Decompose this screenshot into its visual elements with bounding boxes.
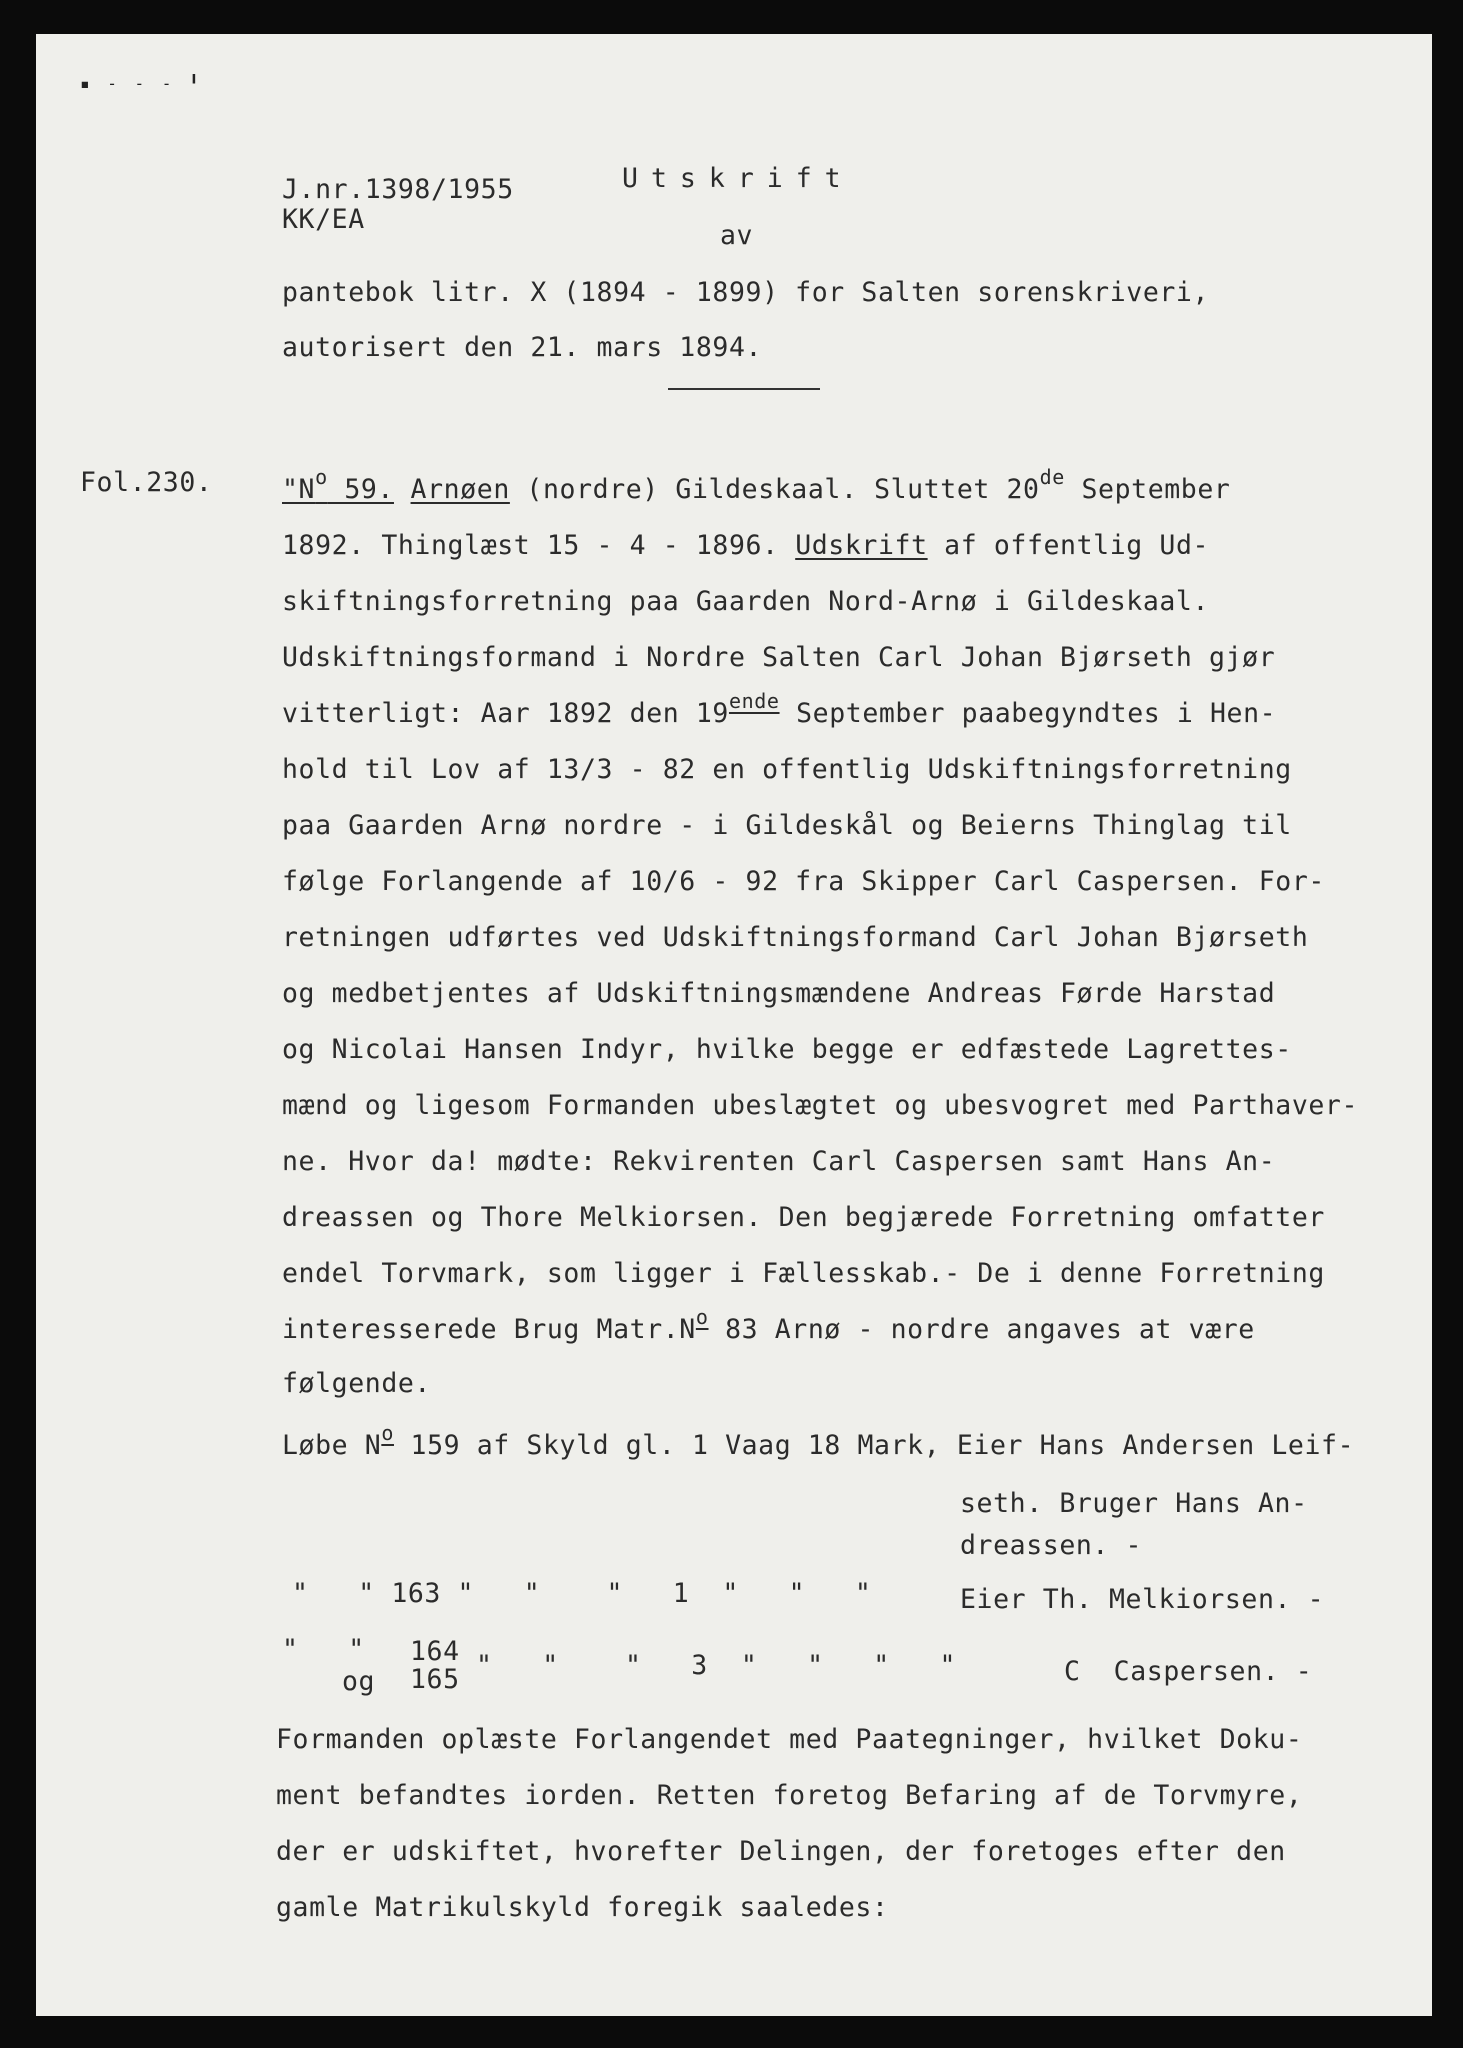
entry-line-12: mænd og ligesom Formanden ubeslægtet og ubesvogret med Parthaver-: [282, 1090, 1359, 1121]
folio-reference: Fol.230.: [80, 467, 213, 498]
entry-line-5: vitterligt: Aar 1892 den $19^{ende}$ September paabegyndtes i Hen-: [282, 689, 1277, 729]
entry-line-1: "$N^o$ 59. Arnøen (nordre) Gildeskaal. Sluttet 20de September: [282, 465, 1231, 505]
entry-line-17: følgende.: [282, 1368, 431, 1399]
lot-row-2: " " 163 " " " 1 " " ": [292, 1578, 872, 1609]
lot-row-3-ditto-rest: " " " 3 " " " ": [476, 1650, 957, 1681]
entry-number: "$N^o$ 59.: [282, 465, 394, 505]
header-divider: [668, 388, 820, 390]
closing-line-3: der er udskiftet, hvorefter Delingen, der foretoges efter den: [276, 1836, 1286, 1867]
closing-line-4: gamle Matrikulskyld foregik saaledes:: [276, 1892, 889, 1923]
title-av: av: [720, 220, 754, 251]
journal-number: J.nr.1398/1955: [282, 174, 514, 205]
entry-line-14: dreassen og Thore Melkiorsen. Den begjærede Forretning omfatter: [282, 1202, 1325, 1233]
closing-line-1: Formanden oplæste Forlangendet med Paategninger, hvilket Doku-: [276, 1724, 1303, 1755]
entry-line-4: Udskiftningsformand i Nordre Salten Carl Johan Bjørseth gjør: [282, 642, 1276, 673]
entry-line-11: og Nicolai Hansen Indyr, hvilke begge er edfæstede Lagrettes-: [282, 1034, 1292, 1065]
lot-row-1-owner-end: dreassen. -: [960, 1530, 1143, 1561]
entry-line-13: ne. Hvor da! mødte: Rekvirenten Carl Caspersen samt Hans An-: [282, 1146, 1276, 1177]
lot-row-3-ditto: " ": [282, 1634, 365, 1665]
entry-place: Arnøen: [410, 474, 510, 505]
subtitle-line-1: pantebok litr. X (1894 - 1899) for Salten sorenskriveri,: [282, 277, 1210, 308]
lot-row-3-og: og: [342, 1666, 376, 1697]
lot-row-2-owner: Eier Th. Melkiorsen. -: [960, 1584, 1325, 1615]
document-title: Utskrift: [622, 163, 854, 194]
closing-line-2: ment befandtes iorden. Retten foretog Befaring af de Torvmyre,: [276, 1780, 1303, 1811]
corner-marks: ▪ - - - ╹: [80, 74, 203, 93]
initials: KK/EA: [282, 204, 365, 235]
entry-line-16: interesserede Brug $Matr.N^o$ 83 Arnø - nordre angaves at være: [282, 1305, 1255, 1345]
entry-line-2: 1892. Thinglæst 15 - 4 - 1896. Udskrift af offentlig Ud-: [282, 530, 1210, 561]
lot-row-1: Løbe $N^o$ 159 af Skyld gl. 1 Vaag 18 Mark, Eier Hans Andersen Leif-: [282, 1421, 1355, 1461]
entry-line-9: retningen udførtes ved Udskiftningsformand Carl Johan Bjørseth: [282, 922, 1309, 953]
entry-line-15: endel Torvmark, som ligger i Fællesskab.- De i denne Forretning: [282, 1258, 1325, 1289]
udskrift-word: Udskrift: [795, 530, 928, 561]
lot-row-3-num-165: 165: [410, 1664, 460, 1695]
entry-line-7: paa Gaarden Arnø nordre - i Gildeskål og Beierns Thinglag til: [282, 810, 1292, 841]
lot-row-1-owner-cont: seth. Bruger Hans An-: [960, 1488, 1308, 1519]
entry-line-10: og medbetjentes af Udskiftningsmændene Andreas Førde Harstad: [282, 978, 1276, 1009]
entry-line-8: følge Forlangende af 10/6 - 92 fra Skipper Carl Caspersen. For-: [282, 866, 1325, 897]
lot-row-3-owner: C Caspersen. -: [1064, 1656, 1313, 1687]
entry-line-3: skiftningsforretning paa Gaarden Nord-Arnø i Gildeskaal.: [282, 586, 1210, 617]
lot-row-3-num-164: 164: [410, 1636, 460, 1667]
entry-line-6: hold til Lov af 13/3 - 82 en offentlig Udskiftningsforretning: [282, 754, 1292, 785]
subtitle-line-2: autorisert den 21. mars 1894.: [282, 332, 763, 363]
